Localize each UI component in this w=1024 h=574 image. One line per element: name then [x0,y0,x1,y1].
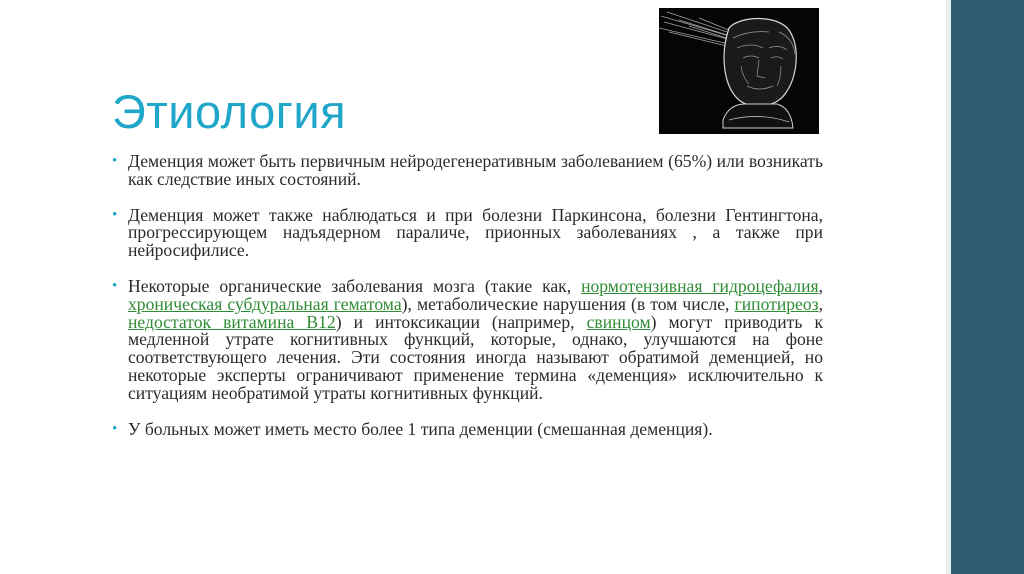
slide-title: Этиология [112,85,347,138]
bullet-text: ), метаболические нарушения (в том числе, [401,293,735,314]
bullet-item [112,204,823,261]
bullet-text: Некоторые органические заболевания мозга (такие как, [128,275,582,296]
bullet-dot-icon: • [112,277,118,294]
bullet-text: ) и интоксикации (например, [335,311,587,332]
bullet-item [112,418,823,439]
bullet-item [112,153,823,189]
bullet-dot-icon: • [112,206,118,223]
bullet-text: У больных может иметь место более 1 типа деменции (смешанная деменция). [128,418,713,439]
link-subdural-hematoma[interactable]: хроническая субдуральная гематома [128,293,402,314]
bullet-dot-icon: • [112,153,118,169]
bullet-text: , [818,293,823,314]
bullet-text: , [818,275,824,296]
right-sidebar-band [951,0,1024,574]
bullet-list [112,153,823,456]
link-vitamin-b12[interactable]: недостаток витамина B12 [128,311,336,332]
bullet-dot-icon: • [112,420,118,437]
bullet-text: Деменция может также наблюдаться и при болезни Паркинсона, болезни Гентингтона, прогрессирующем надъядерном параличе, прионных заболеваниях , а также при нейросифилисе. [128,204,823,261]
bullet-text: Деменция может быть первичным нейродегенеративным заболеванием (65%) или возникать как следствие иных состояний. [128,151,823,189]
bullet-text: ) могут приводить к медленной утрате когнитивных функций, которые, однако, улучшаются на фоне соответствующего лечения. Эти состояния иногда называют обратимой деменцией, но некоторые эксперты ограничивают применение термина «деменция» исключительно к ситуациям необратимой утраты когнитивных функций. [128,311,824,403]
link-nph[interactable]: нормотензивная гидроцефалия [581,275,819,296]
link-lead[interactable]: свинцом [586,311,651,332]
elderly-face-illustration [659,8,819,134]
link-hypothyroidism[interactable]: гипотиреоз [734,293,819,314]
bullet-item [112,275,824,403]
